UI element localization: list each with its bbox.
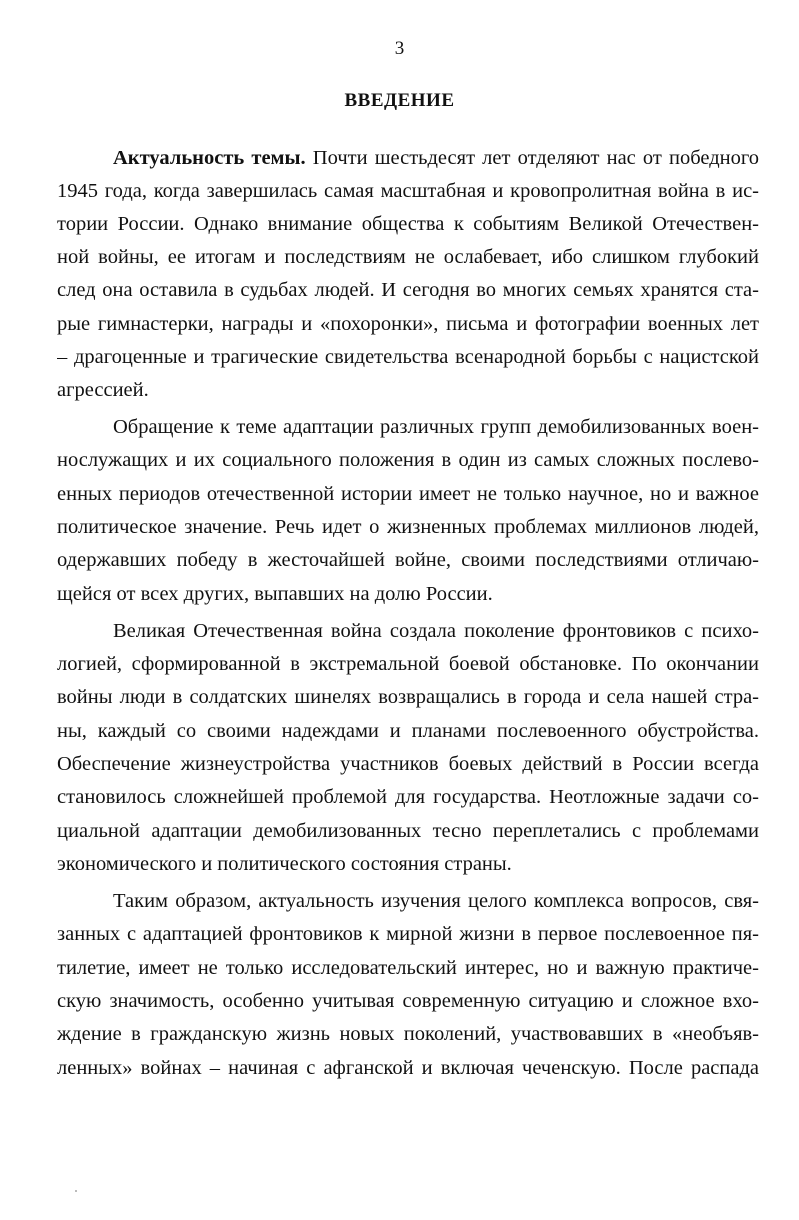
text-line: экономического и политического состояния страны. (57, 853, 512, 875)
text-line: войны люди в солдатских шинелях возвращались в города и села нашей стра- (57, 686, 759, 708)
text-line: занных с адаптацией фронтовиков к мирной жизни в первое послевоенное пя- (57, 923, 759, 945)
text-line: рые гимнастерки, награды и «похоронки», письма и фотографии военных лет (57, 313, 759, 335)
text-line: ленных» войнах – начиная с афганской и включая чеченскую. После распада (57, 1057, 759, 1079)
text-line: агрессией. (57, 379, 149, 401)
text-line: становилось сложнейшей проблемой для государства. Неотложные задачи со- (57, 786, 759, 808)
text-line: ждение в гражданскую жизнь новых поколений, участвовавших в «необъяв- (57, 1023, 759, 1045)
relevance-label: Актуальность темы. (113, 147, 306, 169)
page-title: ВВЕДЕНИЕ (344, 90, 455, 111)
text-line: след она оставила в судьбах людей. И сегодня во многих семьях хранятся ста- (57, 279, 759, 301)
text-line: Обеспечение жизнеустройства участников боевых действий в России всегда (57, 753, 759, 775)
text-line: енных периодов отечественной истории имеет не только научное, но и важное (57, 483, 759, 505)
text-line: Обращение к теме адаптации различных групп демобилизованных воен- (113, 416, 759, 438)
text-line: Актуальность темы. Почти шестьдесят лет отделяют нас от победного (113, 147, 759, 169)
text-line: ны, каждый со своими надеждами и планами послевоенного обустройства. (57, 720, 759, 742)
text-line: ной войны, ее итогам и последствиям не ослабевает, ибо слишком глубокий (57, 246, 759, 268)
text-line: Великая Отечественная война создала поколение фронтовиков с психо- (113, 620, 759, 642)
text-line: политическое значение. Речь идет о жизненных проблемах миллионов людей, (57, 516, 759, 538)
text-line: тории России. Однако внимание общества к событиям Великой Отечествен- (57, 213, 759, 235)
text-line: скую значимость, особенно учитывая современную ситуацию и сложное вхо- (57, 990, 759, 1012)
text-line: тилетие, имеет не только исследовательский интерес, но и важную практиче- (57, 957, 759, 979)
scan-speck (75, 1190, 77, 1192)
text-line: логией, сформированной в экстремальной боевой обстановке. По окончании (57, 653, 759, 675)
page-number: 3 (394, 38, 405, 59)
text-line: нослужащих и их социального положения в один из самых сложных послево- (57, 449, 759, 471)
text-line: одержавших победу в жесточайшей войне, своими последствиями отличаю- (57, 549, 759, 571)
text-line: – драгоценные и трагические свидетельства всенародной борьбы с нацистской (57, 346, 759, 368)
text-line: Таким образом, актуальность изучения целого комплекса вопросов, свя- (113, 890, 759, 912)
text-line: 1945 года, когда завершилась самая масштабная и кровопролитная война в ис- (57, 180, 759, 202)
text-line: циальной адаптации демобилизованных тесно переплетались с проблемами (57, 820, 759, 842)
text-line: щейся от всех других, выпавших на долю России. (57, 583, 493, 605)
